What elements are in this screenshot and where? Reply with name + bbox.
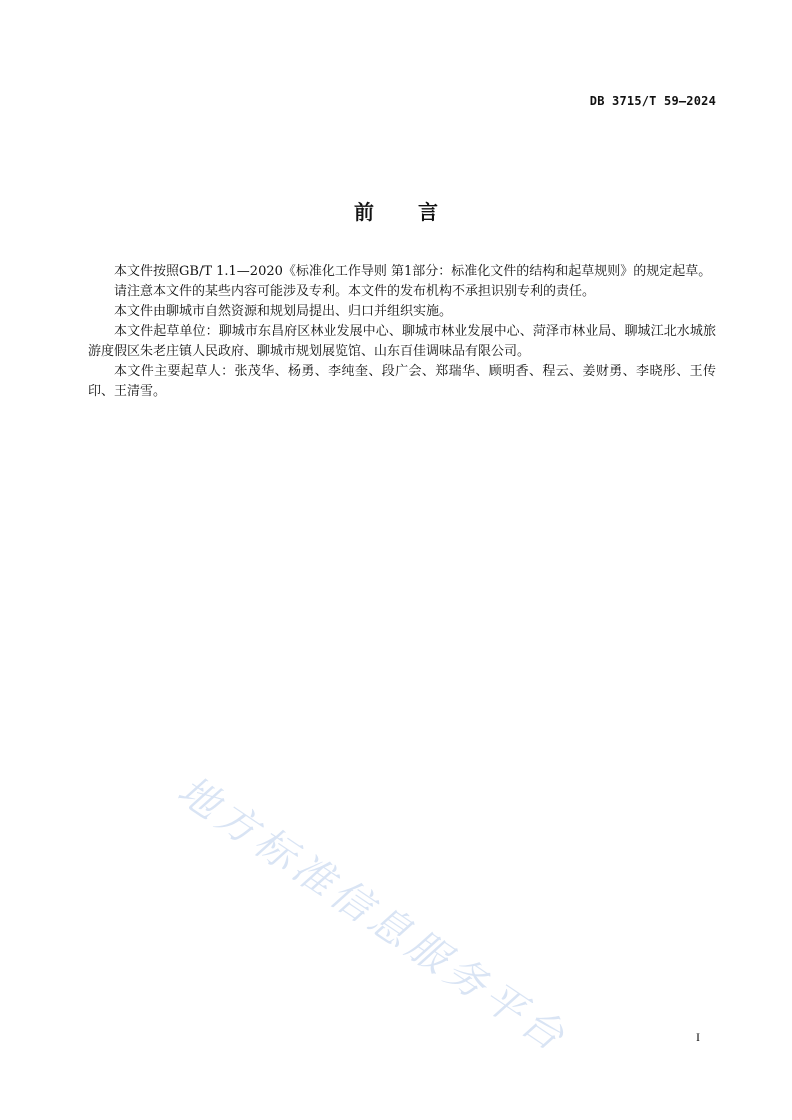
title-char-1: 前 — [354, 200, 374, 224]
document-body — [88, 262, 716, 402]
paragraph-drafters: 本文件主要起草人：张茂华、杨勇、李纯奎、段广会、郑瑞华、顾明香、程云、姜财勇、李晓彤、王传印、王清雪。 — [88, 364, 716, 399]
watermark: 地方标准信息服务平台 — [169, 767, 577, 1063]
document-code: DB 3715/T 59—2024 — [589, 94, 716, 108]
paragraph-proposer: 本文件由聊城市自然资源和规划局提出、归口并组织实施。 — [114, 304, 453, 319]
paragraph-patent-notice: 请注意本文件的某些内容可能涉及专利。本文件的发布机构不承担识别专利的责任。 — [114, 284, 596, 299]
page-number: I — [696, 1030, 700, 1044]
title-char-2: 言 — [418, 200, 438, 224]
page-title — [0, 196, 792, 225]
paragraph-drafting-basis: 本文件按照GB/T 1.1—2020《标准化工作导则 第1部分：标准化文件的结构和起草规则》的规定起草。 — [114, 264, 712, 279]
paragraph-drafting-units: 本文件起草单位：聊城市东昌府区林业发展中心、聊城市林业发展中心、菏泽市林业局、聊城江北水城旅游度假区朱老庄镇人民政府、聊城市规划展览馆、山东百佳调味品有限公司。 — [88, 324, 716, 359]
